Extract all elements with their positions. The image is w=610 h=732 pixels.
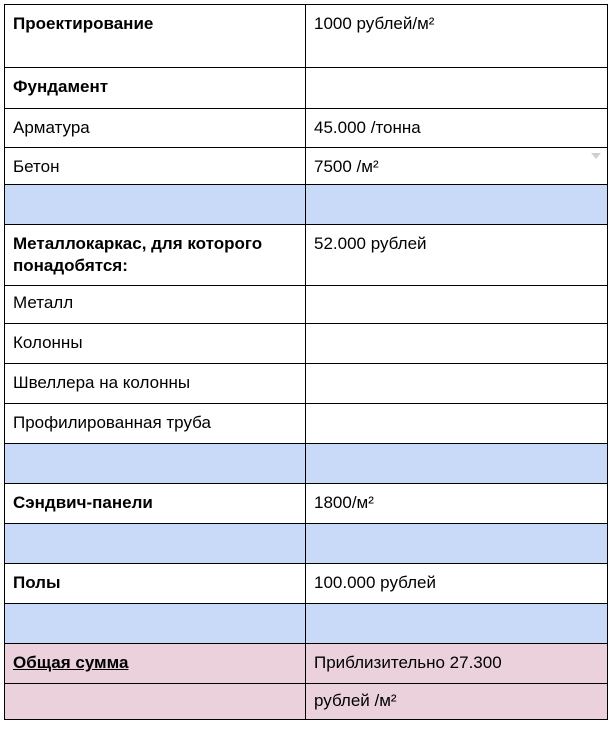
label-cell[interactable]: [5, 524, 306, 564]
table-row-separator: [5, 604, 608, 644]
chevron-down-icon[interactable]: [591, 153, 601, 159]
table-row-total: [5, 644, 608, 684]
value-cell[interactable]: [306, 185, 608, 225]
label-cell[interactable]: Бетон: [5, 148, 306, 185]
table-row-design: [5, 5, 608, 68]
value-cell[interactable]: 100.000 рублей: [306, 564, 608, 604]
table-row-total-continued: [5, 684, 608, 720]
value-cell[interactable]: [306, 324, 608, 364]
label-cell[interactable]: Сэндвич-панели: [5, 484, 306, 524]
label-cell[interactable]: [5, 604, 306, 644]
label-cell[interactable]: Фундамент: [5, 68, 306, 109]
table-row-separator: [5, 524, 608, 564]
value-cell-concrete[interactable]: [306, 148, 608, 185]
total-value-cell-continued[interactable]: рублей /м²: [306, 684, 608, 720]
value-cell[interactable]: [306, 524, 608, 564]
label-cell[interactable]: Металл: [5, 286, 306, 324]
value-cell[interactable]: [306, 404, 608, 444]
total-value-cell[interactable]: Приблизительно 27.300: [306, 644, 608, 684]
value-cell[interactable]: 1000 рублей/м²: [306, 5, 608, 68]
label-cell[interactable]: [5, 444, 306, 484]
value-cell[interactable]: [306, 444, 608, 484]
table-row-channels: [5, 364, 608, 404]
table-row-concrete: [5, 148, 608, 185]
value-cell[interactable]: [306, 364, 608, 404]
value-cell[interactable]: [306, 68, 608, 109]
value-cell[interactable]: 45.000 /тонна: [306, 109, 608, 148]
label-cell[interactable]: Профилированная труба: [5, 404, 306, 444]
table-row-separator: [5, 185, 608, 225]
table-row-rebar: [5, 109, 608, 148]
label-cell[interactable]: Полы: [5, 564, 306, 604]
table-row-metal-frame: [5, 225, 608, 286]
table-row-metal: [5, 286, 608, 324]
table-row-floors: [5, 564, 608, 604]
table-row-profile-pipe: [5, 404, 608, 444]
value-cell[interactable]: [306, 604, 608, 644]
value-cell[interactable]: 52.000 рублей: [306, 225, 608, 286]
total-label-cell[interactable]: Общая сумма: [5, 644, 306, 684]
cost-table: [4, 4, 608, 720]
label-cell[interactable]: [5, 185, 306, 225]
label-cell[interactable]: [5, 684, 306, 720]
table-row-foundation: [5, 68, 608, 109]
label-cell[interactable]: Швеллера на колонны: [5, 364, 306, 404]
value-cell[interactable]: 1800/м²: [306, 484, 608, 524]
label-cell[interactable]: Металлокаркас, для которого понадобятся:: [5, 225, 306, 286]
value-text: 7500 /м²: [314, 157, 379, 176]
table-row-columns: [5, 324, 608, 364]
label-cell[interactable]: Проектирование: [5, 5, 306, 68]
label-cell[interactable]: Колонны: [5, 324, 306, 364]
value-cell[interactable]: [306, 286, 608, 324]
label-cell[interactable]: Арматура: [5, 109, 306, 148]
table-row-sandwich-panels: [5, 484, 608, 524]
table-row-separator: [5, 444, 608, 484]
